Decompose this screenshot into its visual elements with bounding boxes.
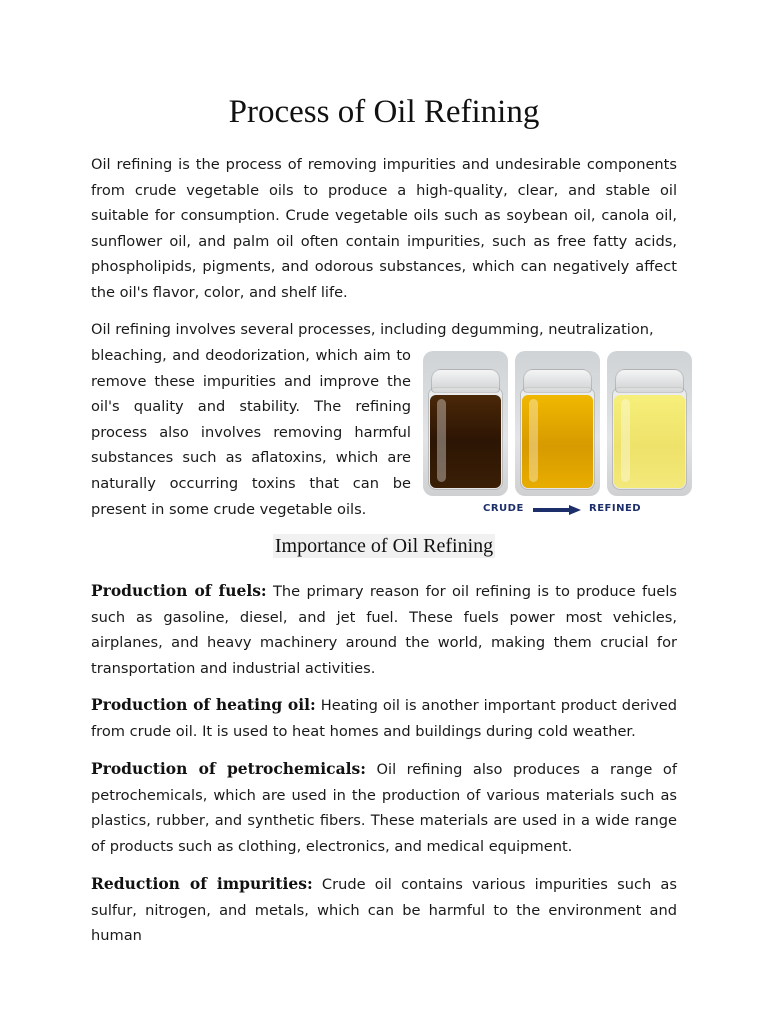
section-heading (0, 535, 768, 558)
item-lead: Production of heating oil: (91, 695, 316, 714)
oil-jars-figure (421, 351, 693, 521)
intermediate-oil-jar (515, 351, 600, 496)
refined-label: REFINED (589, 503, 642, 514)
arrow-right-icon (533, 505, 581, 515)
item-text: Heating oil is another important product derived from crude oil. It is used to heat homes and buildings during cold weather. (91, 697, 677, 740)
importance-item (91, 692, 677, 744)
item-text: Crude oil contains various impurities such as sulfur, nitrogen, and metals, which can be harmful to the environment and human (91, 876, 677, 945)
item-lead: Production of fuels: (91, 581, 267, 600)
section-heading-text: Importance of Oil Refining (274, 535, 494, 557)
item-lead: Reduction of impurities: (91, 874, 313, 893)
crude-label: CRUDE (483, 503, 524, 514)
importance-item (91, 578, 677, 681)
page-title: Process of Oil Refining (228, 94, 540, 130)
importance-item (91, 871, 677, 949)
process-paragraph-first-line: Oil refining involves several processes, including degumming, neutralization, (91, 321, 654, 338)
item-text: The primary reason for oil refining is to produce fuels such as gasoline, diesel, and jet fuel. These fuels power most vehicles, airplanes, and heavy machinery around the world, making them crucial for transportation and industrial activities. (91, 583, 677, 677)
importance-item (91, 756, 677, 859)
refined-oil-jar (607, 351, 692, 496)
crude-oil-jar (423, 351, 508, 496)
process-paragraph-body: bleaching, and deodorization, which aim to remove these impurities and improve the oil's quality and stability. The refining process also involves removing harmful substances such as aflatoxins, which are naturally occurring toxins that can be present in some crude vegetable oils. (91, 347, 411, 518)
intro-paragraph: Oil refining is the process of removing impurities and undesirable components from crude vegetable oils to produce a high-quality, clear, and stable oil suitable for consumption. Crude vegetable oils such as soybean oil, canola oil, sunflower oil, and palm oil often contain impurities, such as free fatty acids, phospholipids, pigments, and odorous substances, which can negatively affect the oil's flavor, color, and shelf life. (91, 156, 677, 301)
item-text: Oil refining also produces a range of petrochemicals, which are used in the production of various materials such as plastics, rubber, and synthetic fibers. These materials are used in a wide range of products such as clothing, electronics, and medical equipment. (91, 761, 677, 855)
item-lead: Production of petrochemicals: (91, 759, 366, 778)
